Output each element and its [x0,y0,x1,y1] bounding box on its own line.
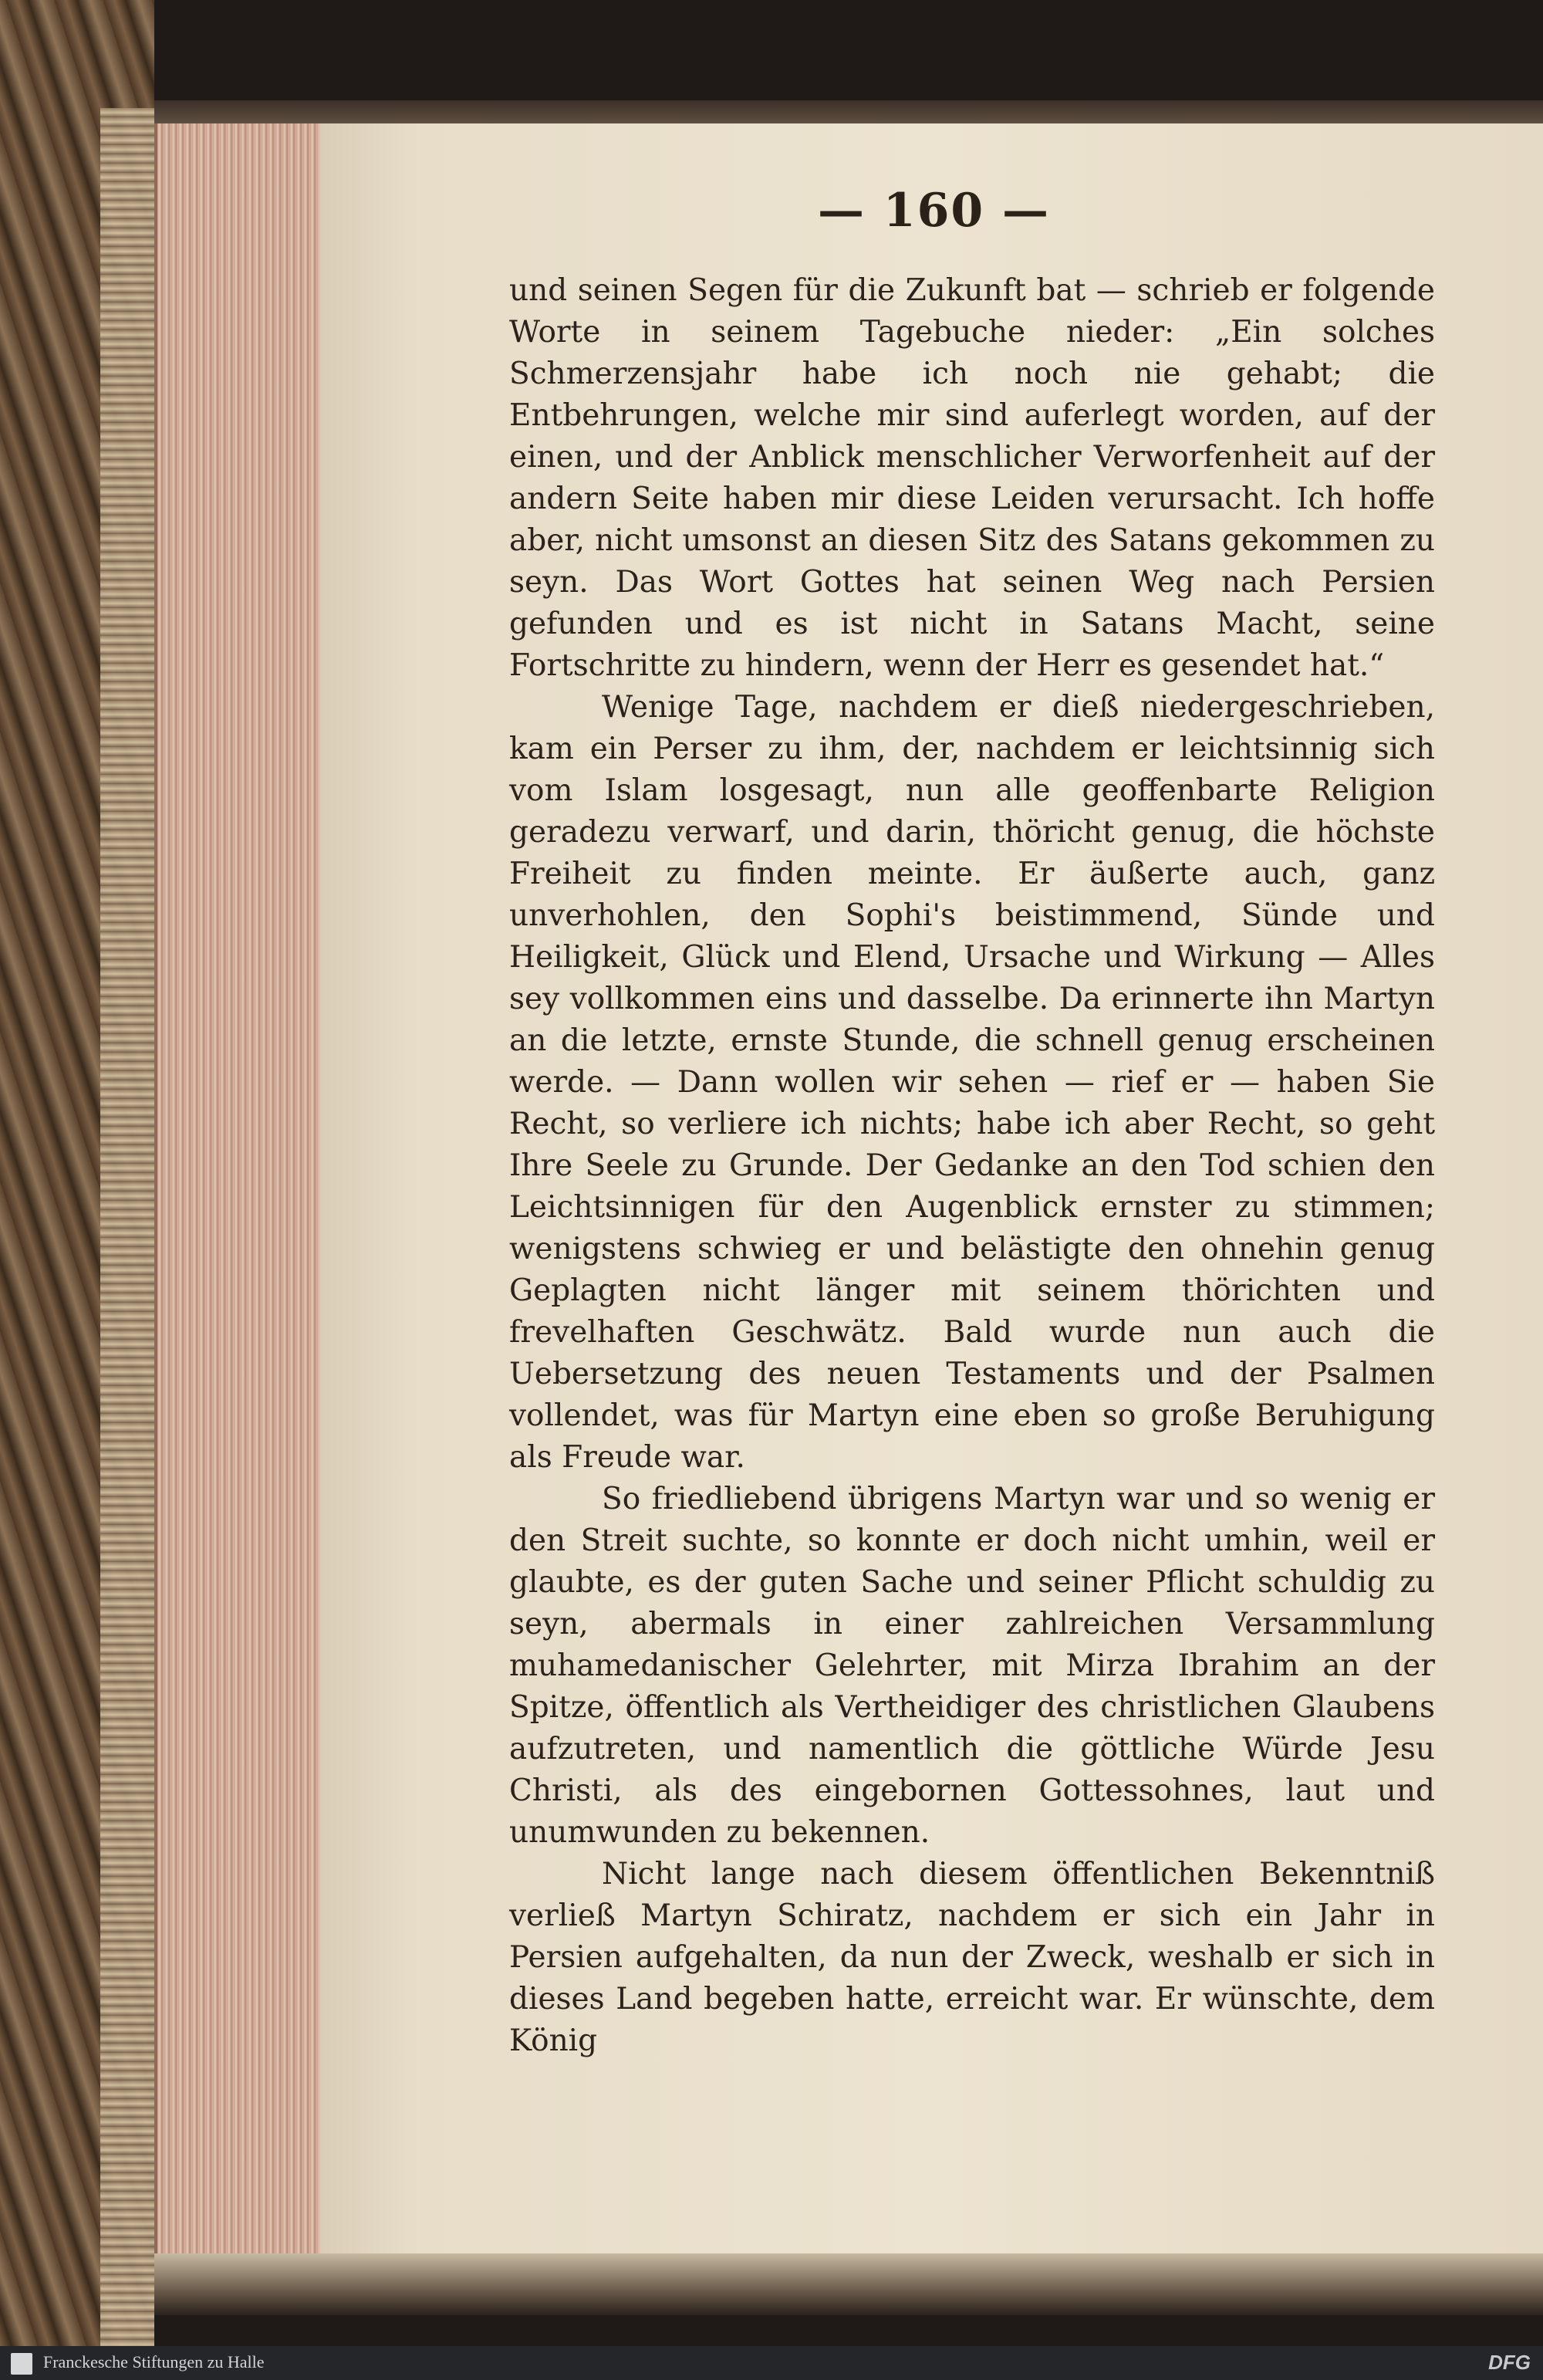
page-text [509,270,1435,2058]
cover-edge [100,108,154,2346]
paragraph-1: und seinen Segen für die Zukunft bat — schrieb er folgende Worte in seinem Tagebuche nieder: „Ein solches Schmerzensjahr habe ich noch nie gehabt; die Entbehrungen, welche mir sind auferlegt worden, auf der einen, und der Anblick menschlicher Verworfenheit auf der andern Seite haben mir diese Leiden verursacht. Ich hoffe aber, nicht umsonst an diesen Sitz des Satans gekommen zu seyn. Das Wort Gottes hat seinen Weg nach Persien gefunden und es ist nicht in Satans Macht, seine Fortschritte zu hindern, wenn der Herr es gesendet hat.“ [509,273,1435,683]
page-bottom-edge [154,2253,1543,2315]
page-edges [154,123,323,2253]
paragraph-2: Wenige Tage, nachdem er dieß niedergeschrieben, kam ein Perser zu ihm, der, nachdem er leichtsinnig sich vom Islam losgesagt, nun alle geoffenbarte Religion geradezu verwarf, und darin, thöricht genug, die höchste Freiheit zu finden meinte. Er äußerte auch, ganz unverhohlen, den Sophi's beistimmend, Sünde und Heiligkeit, Glück und Elend, Ursache und Wirkung — Alles sey vollkommen eins und dasselbe. Da erinnerte ihn Martyn an die letzte, ernste Stunde, die schnell genug erscheinen werde. — Dann wollen wir sehen — rief er — haben Sie Recht, so verliere ich nichts; habe ich aber Recht, so geht Ihre Seele zu Grunde. Der Gedanke an den Tod schien den Leichtsinnigen für den Augenblick ernster zu stimmen; wenigstens schwieg er und belästigte den ohnehin genug Geplagten nicht länger mit seinem thörichten und frevelhaften Geschwätz. Bald wurde nun auch die Uebersetzung des neuen Testaments und der Psalmen vollendet, was für Martyn eine eben so große Beruhigung als Freude war. [509,690,1435,1475]
page-number: — 160 — [818,184,1051,238]
paragraph-3: So friedliebend übrigens Martyn war und so wenig er den Streit suchte, so konnte er doch nicht umhin, weil er glaubte, es der guten Sache und seiner Pflicht schuldig zu seyn, abermals in einer zahlreichen Versammlung muhamedanischer Gelehrter, mit Mirza Ibrahim an der Spitze, öffentlich als Vertheidiger des christlichen Glaubens aufzutreten, und namentlich die göttliche Würde Jesu Christi, als des eingebornen Gottessohnes, laut und unumwunden zu bekennen. [509,1482,1435,1850]
footer-institution: Franckesche Stiftungen zu Halle [43,2352,265,2372]
institution-logo-icon [11,2353,32,2375]
dfg-logo: DFG [1488,2351,1531,2374]
paragraph-4: Nicht lange nach diesem öffentlichen Bekenntniß verließ Martyn Schiratz, nachdem er sich ein Jahr in Persien aufgehalten, da nun der Zweck, weshalb er sich in dieses Land begeben hatte, erreicht war. Er wünschte, dem König [509,1857,1435,2058]
